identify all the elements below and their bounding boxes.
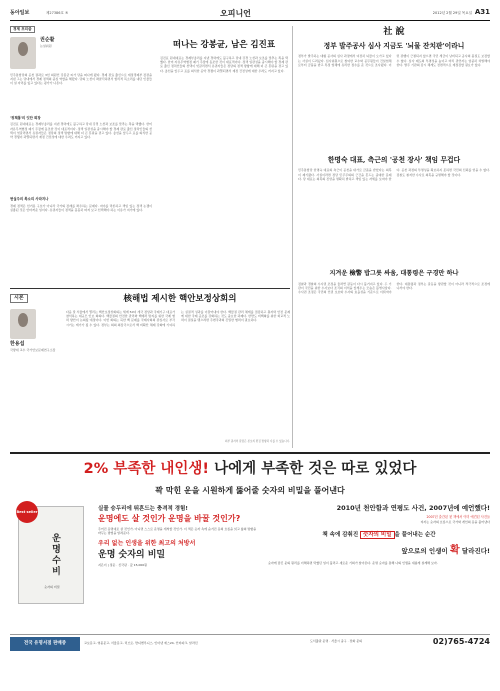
column-tag: 경제 프리즘 (10, 26, 35, 33)
opinion-footnote: 외부 필자의 칼럼은 본보의 편집 방향과 다를 수 있습니다. (224, 440, 290, 443)
ad-subheadline: 운명에도 살 것인가 운명을 바꿀 것인가? (98, 514, 241, 524)
ad-headline-rest: 나에게 부족한 것은 따로 있었다 (209, 461, 417, 477)
phone-number: 02)765-4724 (432, 637, 490, 646)
column-divider (292, 26, 293, 448)
ad-book-name: 운명 숫자의 비밀 (98, 550, 166, 561)
column-body: 민주통합당의 공천 결과로 3선 의원인 강봉균 씨가 당을 떠나게 됐다. 경제 관료 출신으로 재정경제부 장관을 지낸 그는 당내에서 경제 정책의 중심 역할을 해왔다. 당의 노선이 좌클릭하면서 합리적 목소리를 내던 인물들이 설 자리를 잃고 있다는 평가가 나온다. (10, 72, 152, 86)
page-number: A31 (474, 8, 490, 16)
publisher-info: 도서출판 운명 · 서울시 중구 · 전화 문의 (310, 639, 363, 643)
ad-future-post: 달라진다! (459, 546, 490, 555)
book-cover-subtitle: 숫자의 비밀 (44, 585, 60, 589)
ad-headline-highlight: 2% 부족한 내인생! (83, 461, 210, 477)
ad-tagline: 꽉 막힌 운을 시원하게 뚫어줄 숫자의 비밀을 풀어낸다 (155, 486, 345, 495)
page-header (10, 7, 490, 21)
author-title: 논설위원 (40, 43, 52, 48)
column-tag: 시론 (10, 294, 28, 303)
ad-callout: 우리 없는 인생을 위한 최고의 처방서 (98, 540, 196, 548)
section-divider (10, 288, 290, 289)
opinion-headline: 核해법 제시한 핵안보정상회의 (123, 294, 237, 304)
issue-number: 제27386호 ⑤ (46, 11, 69, 15)
bestseller-badge: Best seller (16, 501, 38, 523)
ad-prediction-note: 저자는 숫자의 흐름으로 국가와 개인의 운을 풀어낸다 (420, 520, 490, 525)
book-advertisement (10, 452, 490, 682)
economic-prism-column (10, 26, 152, 288)
book-cover-title: 운명수비 (50, 533, 60, 577)
column-body: 김진표 원내대표는 경제부총리를 지낸 경력에도 불구하고 당내 강경 노선과 보조를 맞추는 쪽을 택했다. 한미 자유무역협정 폐기 주장에 동조한 것이 대표적이다. 정책 일관성을 중시해야 할 경제 관료 출신 정치인들의 선택이 엇갈리면서 유권자들은 정당의 정책 방향에 대해 더 큰 혼란을 겪고 있다. 총선을 앞두고 표를 의식한 공약 경쟁이 과열되면서 재정 건전성에 대한 우려도 커지고 있다. (10, 122, 152, 140)
ad-future-line (268, 544, 490, 558)
ad-secret-pre: 책 속에 감춰진 (322, 532, 361, 539)
ad-right-description: 숫자에 담긴 운의 원리를 이해하면 막혔던 일이 풀리고 새로운 기회가 찾아온다. 운명 숫자를 통해 나의 인생을 새롭게 설계해 보자. (268, 561, 438, 566)
book-cover (18, 506, 84, 604)
section-title: 오피니언 (220, 8, 251, 18)
author-photo (10, 37, 36, 69)
editorial-section (298, 26, 490, 448)
ad-prediction-sub: 2007년 출간된 첫 책에서 이미 예견된 사건들 (426, 514, 490, 519)
ad-kicker: 실물 승두리에 뛰흔드는 충격적 경험! (98, 506, 188, 512)
ad-secret-post: 을 풀어내는 순간 (394, 532, 436, 539)
ad-description: 주어진 운명대로 살 것인가, 아니면 스스로 운명을 개척할 것인가. 이 책은 숫자 속에 숨겨진 운의 흐름을 읽고 삶의 방향을 바꾸는 방법을 알려준다. (98, 527, 257, 536)
ad-copy-right (268, 504, 490, 565)
ad-copy-left (98, 506, 258, 567)
column-headline: 떠나는 강봉균, 남은 김진표 (172, 40, 276, 50)
editorial-body: 정부가 발주하는 대형 공사의 심사 과정에서 여전히 뇌물이 오가고 있다는 사실이 드러났다. 심사위원으로 참여한 교수와 공무원들이 건설업체로부터 금품을 받고 특정 업체에 유리한 점수를 준 것으로 조사됐다. 이런 관행이 근절되지 않으면 국민 세금이 낭비되고 공사의 품질도 보장할 수 없다. 심사 제도의 투명성을 높이고 비리 관련자는 엄중히 처벌해야 한다. 발주 기관의 감시 체계도 전면적으로 재점검할 필요가 있다. (298, 54, 490, 67)
editorial-headline: 지겨운 檢警 밥그릇 싸움, 대통령은 구경만 하나 (329, 270, 459, 278)
opinion-column (10, 294, 290, 446)
ad-footer (10, 634, 490, 656)
column-body-continued: 김진표 원내대표는 경제부총리를 지낸 경력에도 불구하고 당내 강경 노선과 보조를 맞추는 쪽을 택했다. 한미 자유무역협정 폐기 주장에 동조한 것이 대표적이다. 정책 일관성을 중시해야 할 경제 관료 출신 정치인들의 선택이 엇갈리면서 유권자들은 정당의 정책 방향에 대해 더 큰 혼란을 겪고 있다. 총선을 앞두고 표를 의식한 공약 경쟁이 과열되면서 재정 건전성에 대한 우려도 커지고 있다. (160, 56, 288, 73)
column-subhead: '정책통'의 잇단 퇴장 (10, 115, 41, 120)
newspaper-brand: 동아일보 (10, 10, 30, 16)
publication-date: 2012년 2월 29일 목요일 (432, 11, 472, 15)
author-photo (10, 309, 36, 339)
ad-future-pre: 앞으로의 인생이 (401, 546, 450, 555)
ad-headline (10, 460, 490, 480)
opinion-body: 다음 달 서울에서 열리는 핵안보정상회의는 세계 50여 개국 정상과 국제기구 대표가 참석하는 대규모 안보 회의다. 핵물질의 안전한 관리와 핵테러 방지를 위한 국제 협력 방안이 논의될 예정이다. 이번 회의는 북한 핵 문제를 국제사회의 관심사로 부각시키는 계기가 될 수 있다. 정부는 회의 의장국으로서 핵 비확산 체제 강화에 기여하는 실질적 성과를 이끌어내야 한다. 핵물질 관리 체계를 점검하고 원자력 안전 문제에 대한 국제 공조를 강화하는 것도 중요한 과제다. 한반도 비핵화를 위한 외교적 노력이 결실을 맺으려면 주변국과의 긴밀한 협력이 필요하다. (66, 310, 290, 327)
editorial-label: 社 說 (383, 27, 405, 37)
ad-secret-box: 숫자의 비밀 (360, 531, 394, 539)
author-title: 국방대 교수 국가안보문제연구소장 (10, 347, 56, 352)
column-subhead: 현실주의 목소리 사라지나 (10, 197, 49, 202)
author-name: 권순활 (40, 36, 55, 43)
column-body: 경제 정책은 선거용 구호가 아니라 국가의 장래를 좌우하는 문제다. 여야를 막론하고 책임 있는 정책 논쟁이 실종된 것은 안타까운 일이다. 유권자들이 정책을 꼼꼼히 따져 보고 선택해야 하는 이유가 여기에 있다. (10, 204, 152, 213)
store-list: 교보문고, 영풍문고, 서울문고, 리브로, 반디앤루니스, 인터넷 예스24, 인터파크, 알라딘 (84, 641, 198, 645)
ad-prediction: 2010년 천안함과 연평도 사건, 2007년에 예언했다! (336, 504, 490, 512)
editorial-headline: 정부 발주공사 심사 지금도 '뇌물 잔치판'이라니 (323, 42, 465, 51)
ad-future-big: 확 (449, 544, 460, 556)
author-name: 한용섭 (10, 340, 25, 347)
editorial-body: 민주통합당 한명숙 대표의 측근이 공천을 대가로 금품을 받았다는 의혹이 제기됐다. 사실이라면 정당 민주주의의 근간을 흔드는 중대한 문제다. 당 대표는 의혹의 진상을 명확히 밝히고 책임 있는 자세를 보여야 한다. 공천 과정의 투명성을 확보하지 못하면 국민의 신뢰를 얻을 수 없다. 검찰도 철저한 수사로 의혹을 규명해야 할 것이다. (298, 168, 490, 181)
editorial-body: 검찰과 경찰의 수사권 조정을 둘러싼 갈등이 다시 불거지고 있다. 두 기관이 국민을 위한 수사보다 조직의 이익을 앞세우는 모습은 볼썽사납다. 수사권 조정은 국민의 인권 보호와 수사의 효율성을 기준으로 이뤄져야 한다. 대통령과 정부는 갈등을 방관할 것이 아니라 적극적으로 조정에 나서야 한다. (298, 281, 490, 295)
ad-secret-line (268, 532, 490, 539)
sales-label: 전국 유명서점 판매중 (10, 637, 80, 651)
editorial-headline: 한명숙 대표, 측근의 '공천 장사' 책임 무겁다 (327, 156, 461, 165)
ad-book-details: 지은이 | 정운 · 신국판 · 값 15,000원 (98, 563, 148, 568)
